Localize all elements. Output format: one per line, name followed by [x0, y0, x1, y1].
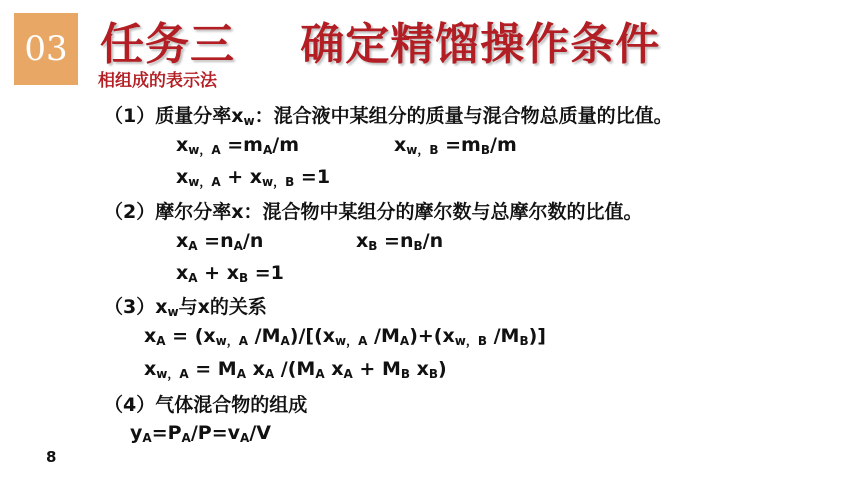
- section-2-heading: （2）摩尔分率x：混合物中某组分的摩尔数与总摩尔数的比值。: [104, 201, 643, 223]
- formula-conversion-mass-to-mole: $x_A = (x_{w,A}$ $/M_A)/[(x_{w,A}$ $/M_A)+(x_{w,B}$ $/M_B$)]: [144, 325, 546, 348]
- section-number-badge: 03: [14, 13, 78, 85]
- formula-mole-fraction-sum: $x_A + x_B =1$: [176, 262, 284, 285]
- page-number: 8: [46, 448, 57, 466]
- formula-mass-fraction-b: $x_{w,B} =m_B/m$: [394, 134, 517, 157]
- section-1-heading: （1）质量分率$x_w$：混合液中某组分的质量与混合物总质量的比值。: [104, 105, 673, 128]
- formula-mole-fraction-b: $x_B =n_B/n$: [356, 230, 444, 253]
- section-3-heading: $(3)x_w$与x的关系: [104, 296, 267, 319]
- formula-gas-mole-fraction: $y_A=P_A/P=v_A/V$: [130, 422, 271, 445]
- page-title: 任务三 确定精馏操作条件: [100, 19, 661, 70]
- formula-mass-fraction-a: $x_{w,A} =m_A/m$: [176, 134, 300, 157]
- formula-mass-fraction-sum: $x_{w,A} + x_{w,B} =1$: [176, 166, 331, 189]
- page-subtitle: 相组成的表示法: [98, 71, 217, 91]
- formula-conversion-mole-to-mass: $x_{w,A} = M_A$ $x_A$ $/(M_A$ $x_A + M_B$ $x_B$): [144, 358, 447, 381]
- formula-mole-fraction-a: $x_A =n_A/n$: [176, 230, 264, 253]
- section-4-heading: （4）气体混合物的组成: [104, 394, 308, 416]
